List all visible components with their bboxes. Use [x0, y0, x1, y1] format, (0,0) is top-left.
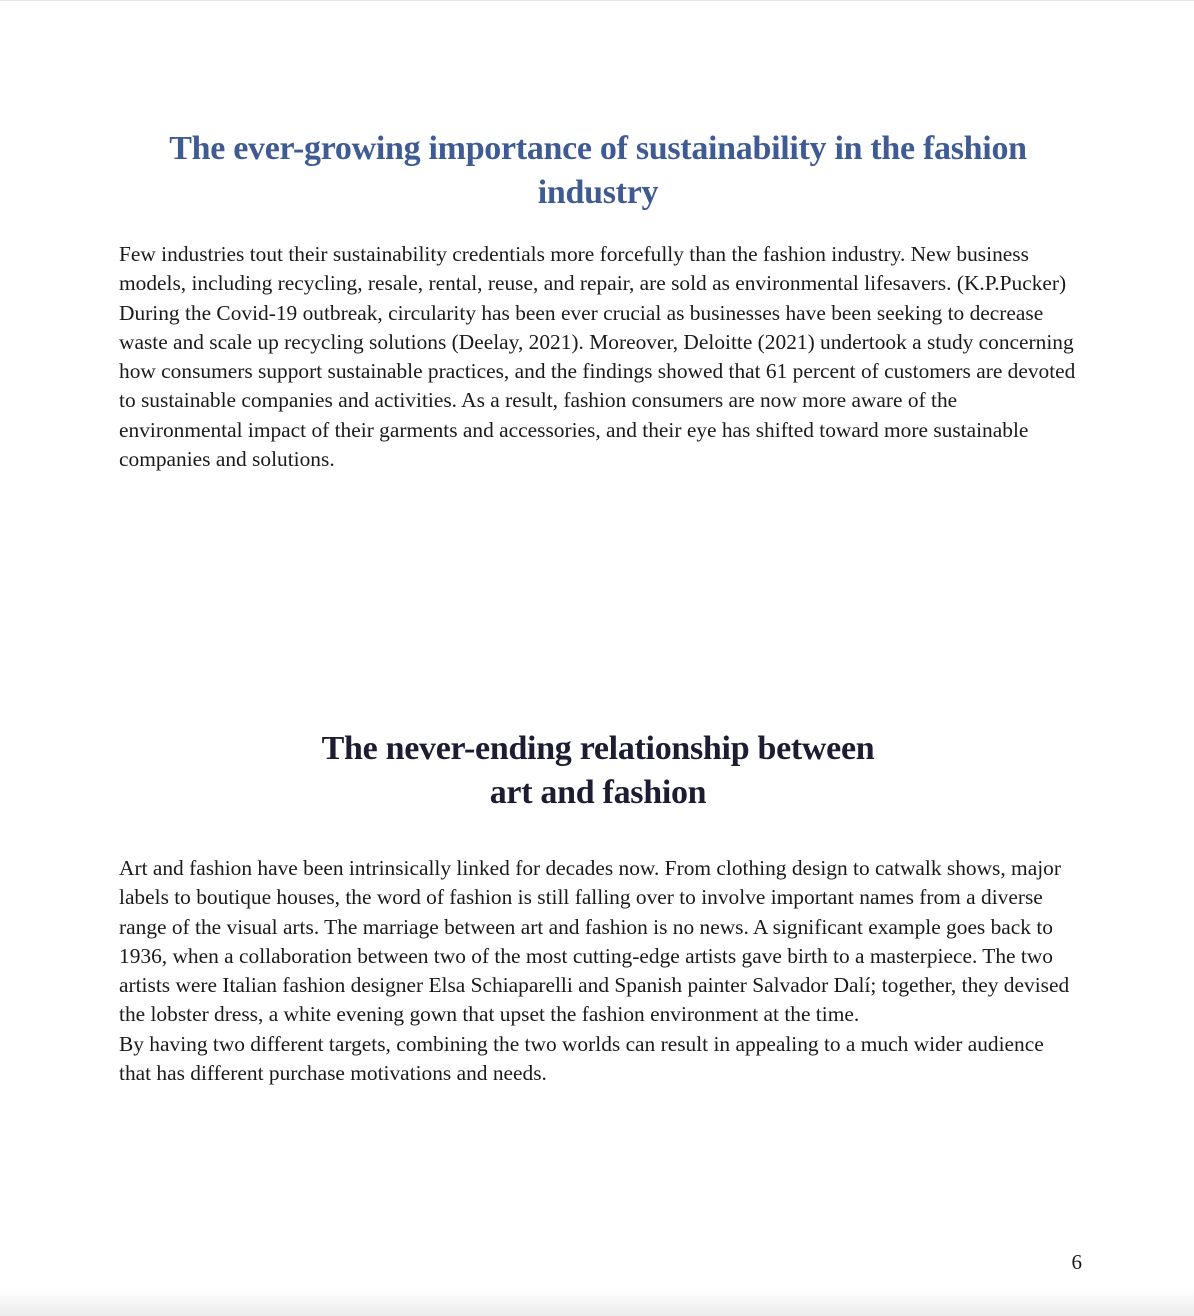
paragraph: Art and fashion have been intrinsically linked for decades now. From clothing design to catwalk shows, major labels to boutique houses, the word of fashion is still falling over to involve important names from a diverse range of the visual arts. The marriage between art and fashion is no news. A significant example goes back to 1936, when a collaboration between two of the most cutting-edge artists gave birth to a masterpiece. The two artists were Italian fashion designer Elsa Schiaparelli and Spanish painter Salvador Dalí; together, they devised the lobster dress, a white evening gown that upset the fashion environment at the time.: [119, 856, 1070, 1027]
page-bottom-edge: [0, 1288, 1194, 1316]
section-body-sustainability: [119, 240, 1081, 474]
paragraph: During the Covid-19 outbreak, circularity has been ever crucial as businesses have been seeking to decrease waste and scale up recycling solutions (Deelay, 2021). Moreover, Deloitte (2021) undertook a study concerning how consumers support sustainable practices, and the findings showed that 61 percent of customers are devoted to sustainable companies and activities. As a result, fashion consumers are now more aware of the environmental impact of their garments and accessories, and their eye has shifted toward more sustainable companies and solutions.: [119, 300, 1076, 472]
heading-line: art and fashion: [489, 774, 707, 811]
paragraph: Few industries tout their sustainability credentials more forcefully than the fashion industry. New business models, including recycling, resale, rental, reuse, and repair, are sold as environmental lifesavers. (K.P.Pucker): [119, 242, 1067, 296]
heading-line: The never-ending relationship between: [321, 730, 875, 767]
section-heading-art-fashion: [118, 727, 1078, 815]
paragraph: By having two different targets, combining the two worlds can result in appealing to a much wider audience that has different purchase motivations and needs.: [119, 1031, 1044, 1086]
section-body-art-fashion: [119, 854, 1081, 1088]
page-number: 6: [1071, 1250, 1082, 1274]
section-heading-sustainability: The ever-growing importance of sustainability in the fashion industry: [169, 130, 1027, 211]
